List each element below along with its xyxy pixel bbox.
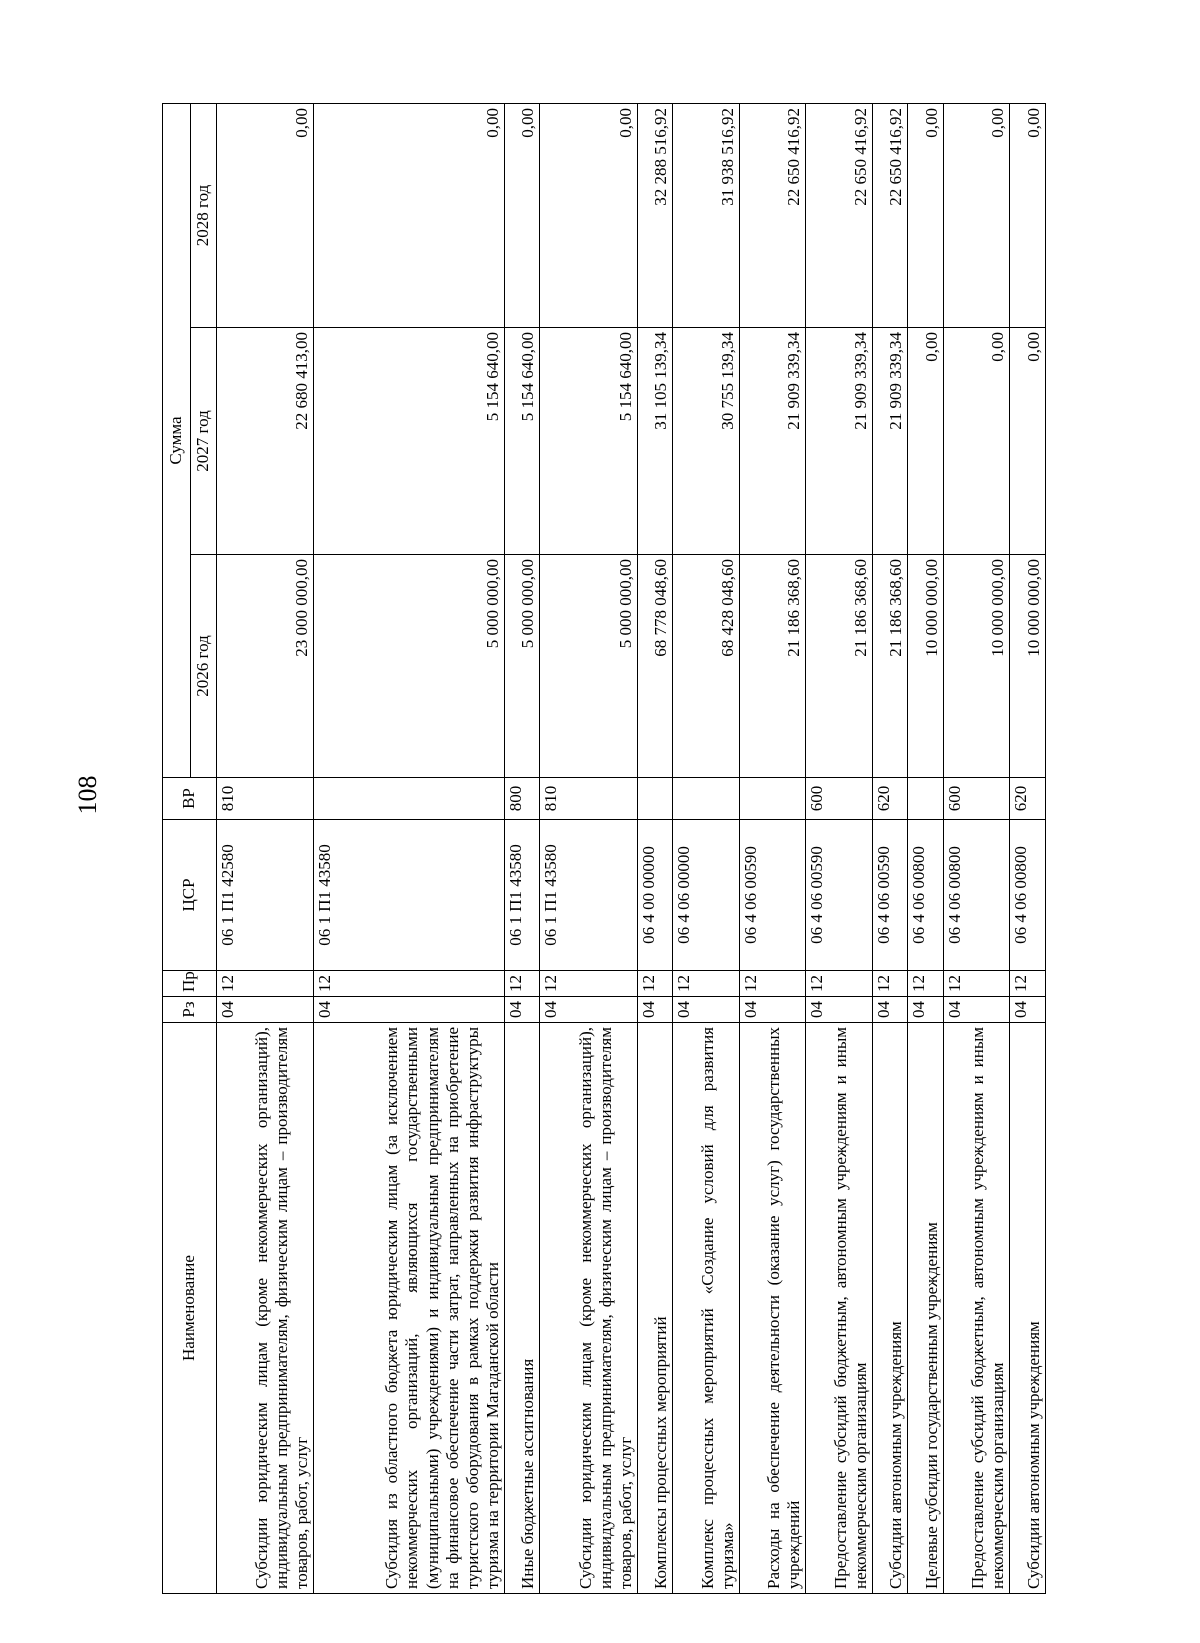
- row-name: Иные бюджетные ассигнования: [504, 1023, 540, 1594]
- table-row: [1010, 104, 1046, 1594]
- row-rz: 04: [637, 997, 673, 1023]
- row-amount-2026: 5 000 000,00: [314, 555, 504, 778]
- table-row: [504, 104, 540, 1594]
- row-amount-2026: 5 000 000,00: [540, 555, 637, 778]
- header-pr: Пр: [163, 971, 217, 997]
- table-row: [739, 104, 806, 1594]
- row-amount-2026: 68 778 048,60: [637, 555, 673, 778]
- row-vr: 810: [217, 778, 314, 820]
- row-pr: 12: [872, 971, 908, 997]
- row-amount-2028: 0,00: [314, 104, 504, 328]
- row-csr: 06 4 06 00800: [943, 820, 1010, 971]
- table-row: [540, 104, 637, 1594]
- table-row: [806, 104, 873, 1594]
- row-amount-2027: 21 909 339,34: [872, 328, 908, 555]
- row-vr: [739, 778, 806, 820]
- table-body: [217, 104, 1046, 1594]
- row-name: Субсидии юридическим лицам (кроме некоммерческих организаций), индивидуальным предпринимателям, физическим лицам – производителям товаров, работ, услуг: [217, 1023, 314, 1594]
- row-name: Предоставление субсидий бюджетным, автономным учреждениям и иным некоммерческим организациям: [806, 1023, 873, 1594]
- header-year-2028: 2028 год: [191, 104, 217, 328]
- row-vr: 600: [806, 778, 873, 820]
- row-amount-2027: 22 680 413,00: [217, 328, 314, 555]
- row-amount-2028: 22 650 416,92: [872, 104, 908, 328]
- row-amount-2027: 0,00: [1010, 328, 1046, 555]
- row-vr: 620: [872, 778, 908, 820]
- budget-table-wrapper: [162, 104, 1046, 1594]
- row-name: Субсидия из областного бюджета юридическим лицам (за исключением некоммерческих организаций, являющихся государственными (муниципальными) учреждениями) и индивидуальным предпринимателям на финансовое обеспечение части затрат, направленных на приобретение туристского оборудования в рамках поддержки развития инфраструктуры туризма на территории Магаданской области: [314, 1023, 504, 1594]
- row-name: Субсидии автономным учреждениям: [1010, 1023, 1046, 1594]
- row-amount-2028: 31 938 516,92: [673, 104, 740, 328]
- row-name: Целевые субсидии государственным учреждениям: [908, 1023, 944, 1594]
- row-amount-2028: 0,00: [540, 104, 637, 328]
- row-vr: [673, 778, 740, 820]
- row-pr: 12: [739, 971, 806, 997]
- row-vr: [637, 778, 673, 820]
- row-amount-2028: 0,00: [504, 104, 540, 328]
- table-row: [908, 104, 944, 1594]
- row-amount-2026: 10 000 000,00: [943, 555, 1010, 778]
- row-pr: 12: [637, 971, 673, 997]
- row-amount-2026: 10 000 000,00: [1010, 555, 1046, 778]
- row-amount-2026: 10 000 000,00: [908, 555, 944, 778]
- row-pr: 12: [540, 971, 637, 997]
- row-amount-2028: 0,00: [1010, 104, 1046, 328]
- row-csr: 06 4 06 00590: [739, 820, 806, 971]
- row-rz: 04: [540, 997, 637, 1023]
- row-pr: 12: [217, 971, 314, 997]
- row-rz: 04: [872, 997, 908, 1023]
- row-rz: 04: [806, 997, 873, 1023]
- row-name: Субсидии юридическим лицам (кроме некоммерческих организаций), индивидуальным предпринимателям, физическим лицам – производителям товаров, работ, услуг: [540, 1023, 637, 1594]
- row-rz: 04: [943, 997, 1010, 1023]
- row-vr: [908, 778, 944, 820]
- row-amount-2028: 22 650 416,92: [806, 104, 873, 328]
- row-amount-2028: 0,00: [908, 104, 944, 328]
- row-pr: 12: [1010, 971, 1046, 997]
- row-csr: 06 4 06 00800: [1010, 820, 1046, 971]
- row-amount-2027: 21 909 339,34: [806, 328, 873, 555]
- row-csr: 06 4 00 00000: [637, 820, 673, 971]
- table-row: [217, 104, 314, 1594]
- row-amount-2027: 0,00: [943, 328, 1010, 555]
- row-csr: 06 4 06 00800: [908, 820, 944, 971]
- header-year-2026: 2026 год: [191, 555, 217, 778]
- row-csr: 06 4 06 00590: [806, 820, 873, 971]
- row-amount-2028: 0,00: [943, 104, 1010, 328]
- header-year-2027: 2027 год: [191, 328, 217, 555]
- row-vr: 620: [1010, 778, 1046, 820]
- header-rz: Рз: [163, 997, 217, 1023]
- table-row: [314, 104, 504, 1594]
- row-rz: 04: [314, 997, 504, 1023]
- header-sum: Сумма: [163, 104, 191, 778]
- row-rz: 04: [1010, 997, 1046, 1023]
- budget-table: [162, 103, 1046, 1594]
- table-row: [637, 104, 673, 1594]
- header-vr: ВР: [163, 778, 217, 820]
- row-rz: 04: [908, 997, 944, 1023]
- row-name: Субсидии автономным учреждениям: [872, 1023, 908, 1594]
- row-pr: 12: [943, 971, 1010, 997]
- row-vr: [314, 778, 504, 820]
- row-amount-2027: 30 755 139,34: [673, 328, 740, 555]
- row-amount-2028: 22 650 416,92: [739, 104, 806, 328]
- row-amount-2026: 5 000 000,00: [504, 555, 540, 778]
- row-rz: 04: [739, 997, 806, 1023]
- header-row-top: [163, 104, 191, 1594]
- row-amount-2026: 23 000 000,00: [217, 555, 314, 778]
- row-amount-2027: 5 154 640,00: [504, 328, 540, 555]
- row-amount-2027: 21 909 339,34: [739, 328, 806, 555]
- row-amount-2026: 68 428 048,60: [673, 555, 740, 778]
- row-vr: 600: [943, 778, 1010, 820]
- table-row: [943, 104, 1010, 1594]
- row-name: Комплексы процессных мероприятий: [637, 1023, 673, 1594]
- header-csr: ЦСР: [163, 820, 217, 971]
- row-csr: 06 1 П1 43580: [504, 820, 540, 971]
- row-rz: 04: [673, 997, 740, 1023]
- row-amount-2027: 31 105 139,34: [637, 328, 673, 555]
- row-amount-2028: 0,00: [217, 104, 314, 328]
- table-row: [673, 104, 740, 1594]
- row-csr: 06 1 П1 43580: [314, 820, 504, 971]
- page-number: 108: [73, 775, 102, 815]
- row-csr: 06 1 П1 43580: [540, 820, 637, 971]
- row-amount-2026: 21 186 368,60: [872, 555, 908, 778]
- row-pr: 12: [908, 971, 944, 997]
- table-row: [872, 104, 908, 1594]
- row-name: Предоставление субсидий бюджетным, автономным учреждениям и иным некоммерческим организациям: [943, 1023, 1010, 1594]
- row-rz: 04: [504, 997, 540, 1023]
- row-csr: 06 1 П1 42580: [217, 820, 314, 971]
- row-amount-2027: 5 154 640,00: [314, 328, 504, 555]
- row-amount-2027: 0,00: [908, 328, 944, 555]
- row-pr: 12: [314, 971, 504, 997]
- row-amount-2026: 21 186 368,60: [806, 555, 873, 778]
- row-csr: 06 4 06 00000: [673, 820, 740, 971]
- row-name: Комплекс процессных мероприятий «Создание условий для развития туризма»: [673, 1023, 740, 1594]
- row-pr: 12: [806, 971, 873, 997]
- row-pr: 12: [504, 971, 540, 997]
- row-amount-2027: 5 154 640,00: [540, 328, 637, 555]
- row-vr: 800: [504, 778, 540, 820]
- row-rz: 04: [217, 997, 314, 1023]
- row-csr: 06 4 06 00590: [872, 820, 908, 971]
- row-name: Расходы на обеспечение деятельности (оказание услуг) государственных учреждений: [739, 1023, 806, 1594]
- row-amount-2026: 21 186 368,60: [739, 555, 806, 778]
- header-name: Наименование: [163, 1023, 217, 1594]
- row-pr: 12: [673, 971, 740, 997]
- row-amount-2028: 32 288 516,92: [637, 104, 673, 328]
- row-vr: 810: [540, 778, 637, 820]
